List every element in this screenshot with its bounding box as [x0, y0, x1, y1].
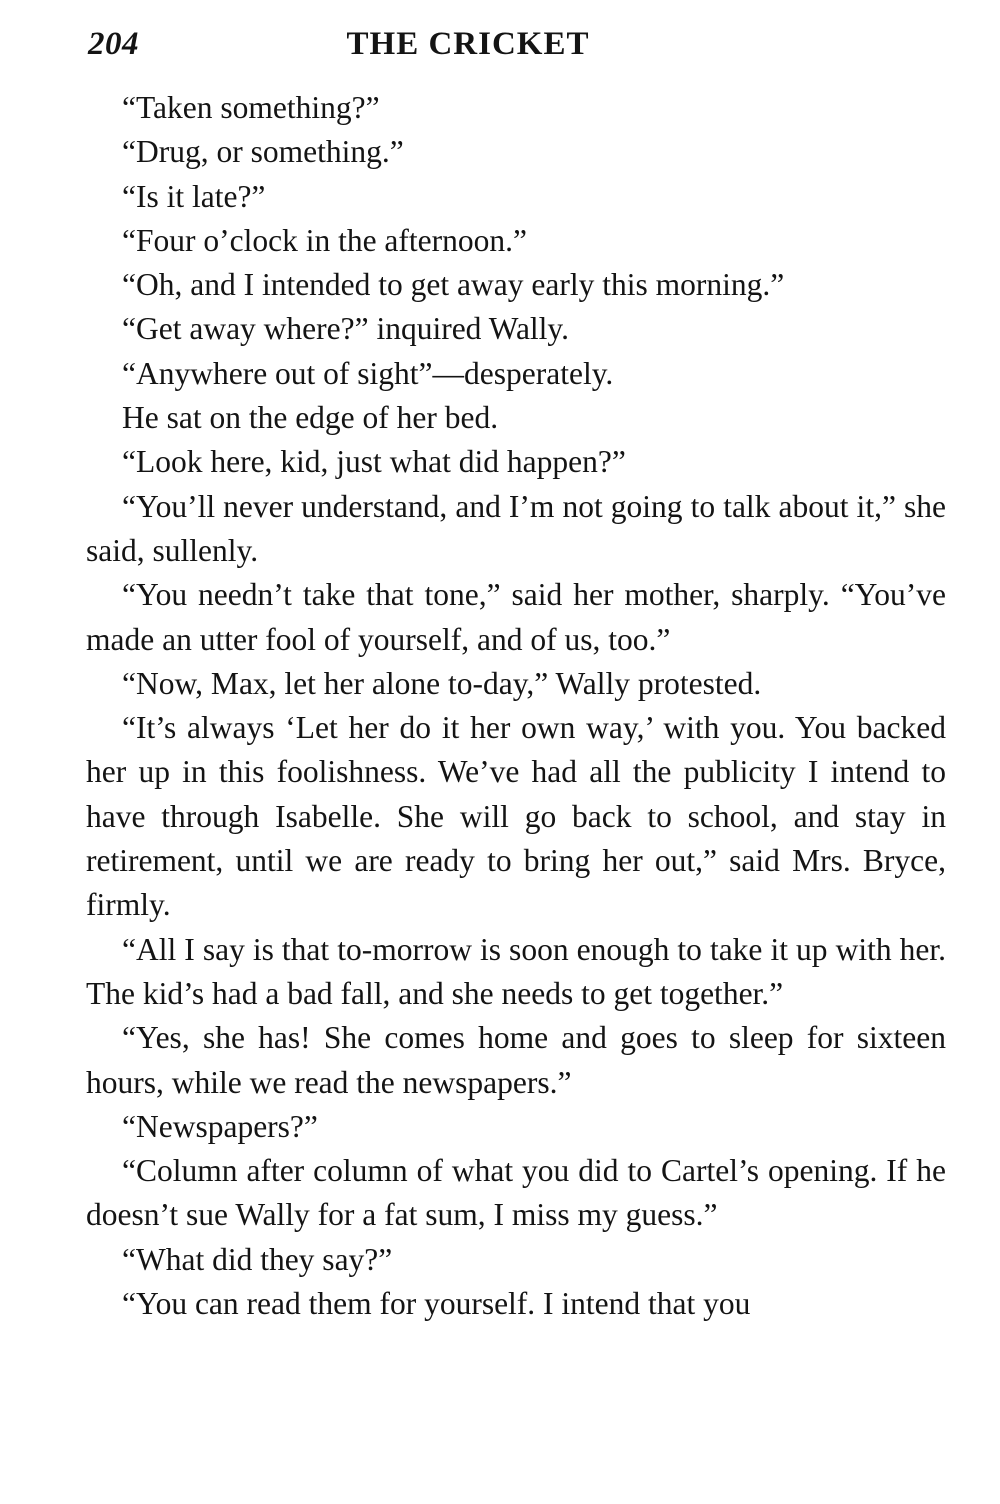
- paragraph: “Column after column of what you did to Cartel’s opening. If he doesn’t sue Wally for a fat sum, I miss my guess.”: [86, 1153, 946, 1233]
- paragraph: “Yes, she has! She comes home and goes to sleep for sixteen hours, while we read the newspapers.”: [86, 1020, 946, 1100]
- paragraph: “Now, Max, let her alone to-day,” Wally protested.: [122, 665, 762, 701]
- paragraph: “You needn’t take that tone,” said her mother, sharply. “You’ve made an utter fool of yourself, and of us, too.”: [86, 577, 946, 657]
- paragraph: “What did they say?”: [122, 1241, 393, 1277]
- paragraph: “Drug, or something.”: [122, 134, 404, 170]
- paragraph: “Newspapers?”: [122, 1108, 318, 1144]
- running-title: THE CRICKET: [346, 26, 590, 62]
- paragraph: He sat on the edge of her bed.: [122, 400, 499, 436]
- paragraph: “Oh, and I intended to get away early this morning.”: [122, 267, 785, 303]
- paragraph: “You can read them for yourself. I intend that you: [122, 1286, 751, 1322]
- paragraph: “All I say is that to-morrow is soon enough to take it up with her. The kid’s had a bad fall, and she needs to get together.”: [86, 931, 946, 1011]
- paragraph: “Taken something?”: [122, 90, 380, 125]
- paragraph: “Get away where?” inquired Wally.: [122, 311, 570, 347]
- body-text: [86, 86, 946, 1326]
- paragraph: “You’ll never understand, and I’m not going to talk about it,” she said, sullenly.: [86, 488, 946, 568]
- page-number: 204: [88, 26, 139, 62]
- running-head: [88, 26, 948, 76]
- paragraph: “Is it late?”: [122, 178, 266, 214]
- paragraph: “It’s always ‘Let her do it her own way,’ with you. You backed her up in this foolishness. We’ve had all the publicity I intend to have through Isabelle. She will go back to school, and stay in retirement, until we are ready to bring her out,” said Mrs. Bryce, firmly.: [86, 710, 946, 923]
- paragraph: “Four o’clock in the afternoon.”: [122, 222, 527, 258]
- paragraph: “Anywhere out of sight”—desperately.: [122, 355, 614, 391]
- paragraph: “Look here, kid, just what did happen?”: [122, 444, 626, 480]
